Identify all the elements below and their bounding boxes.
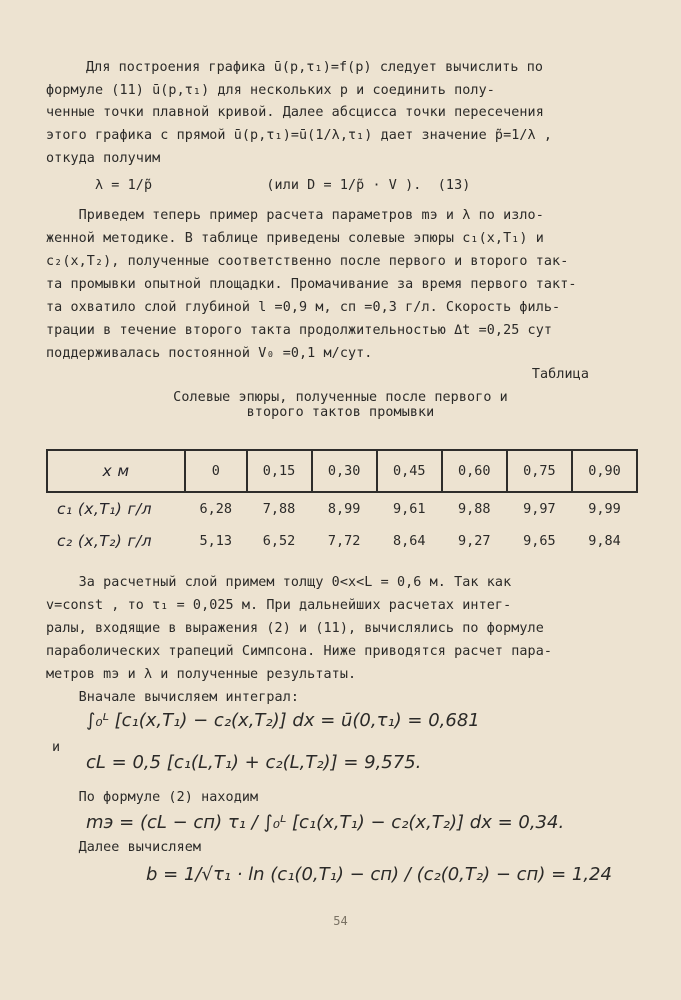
- table-cell: 6,28: [199, 501, 233, 517]
- header-x-value: 0,45: [377, 450, 442, 492]
- table-cell: 9,65: [523, 533, 556, 549]
- text-line: ралы, входящие в выражения (2) и (11), вычислялись по формуле: [46, 621, 544, 636]
- table-row: [47, 525, 637, 557]
- table-cell: 9,84: [588, 533, 621, 549]
- text-line: ченные точки плавной кривой. Далее абсцисса точки пересечения: [46, 105, 544, 120]
- page-number: 54: [333, 914, 348, 928]
- text-line: этого графика с прямой ū(p,τ₁)=ū(1/λ,τ₁) дает значение p̃=1/λ ,: [46, 128, 553, 143]
- row-label: c₂ (x,T₂) г/л: [57, 532, 152, 550]
- text-line: параболических трапеций Симпсона. Ниже приводятся расчет пара-: [46, 644, 553, 659]
- header-x-value: 0,90: [572, 450, 637, 492]
- text-line: За расчетный слой примем толщу 0<x<L = 0,6 м. Так как: [46, 575, 512, 590]
- table-caption: второго тактов промывки: [246, 405, 435, 420]
- table-cell: 9,27: [458, 533, 491, 549]
- table-cell: 7,88: [262, 501, 296, 517]
- table-cell: 8,64: [392, 533, 426, 549]
- text-line: женной методике. В таблице приведены солевые эпюры c₁(x,T₁) и: [46, 231, 544, 246]
- salt-profile-table: [46, 449, 638, 557]
- formula-me: mэ = (cL − cп) τ₁ / ∫₀ᴸ [c₁(x,T₁) − c₂(x,T₂)] dx = 0,34.: [86, 812, 565, 833]
- text-line: Вначале вычисляем интеграл:: [46, 690, 300, 705]
- text-line: та охватило слой глубиной l =0,9 м, cп =0,3 г/л. Скорость филь-: [46, 300, 561, 315]
- table-cell: 9,88: [458, 501, 491, 517]
- text-line: Для построения графика ū(p,τ₁)=f(p) следует вычислить по: [86, 60, 544, 75]
- formula-cl: cL = 0,5 [c₁(L,T₁) + c₂(L,T₂)] = 9,575.: [86, 752, 422, 773]
- text-line: По формуле (2) находим: [46, 790, 259, 805]
- table-caption: Солевые эпюры, полученные после первого и: [173, 390, 508, 405]
- text-line: формуле (11) ū(p,τ₁) для нескольких p и соединить полу-: [46, 83, 495, 98]
- header-x-value: 0,30: [312, 450, 377, 492]
- table-label: Таблица: [531, 367, 589, 382]
- table-cell: 9,99: [588, 501, 621, 517]
- header-x-value: 0,75: [507, 450, 572, 492]
- table-row: [47, 492, 637, 525]
- row-label: c₁ (x,T₁) г/л: [57, 500, 152, 518]
- text-line: v=const , то τ₁ = 0,025 м. При дальнейших расчетах интег-: [46, 598, 512, 613]
- text-line: та промывки опытной площадки. Промачивание за время первого такт-: [46, 277, 577, 292]
- table-cell: 5,13: [199, 533, 233, 549]
- table-cell: 8,99: [327, 501, 361, 517]
- table-cell: 9,97: [523, 501, 556, 517]
- text-line: трации в течение второго такта продолжительностью Δt =0,25 сут: [46, 323, 553, 338]
- text-line: c₂(x,T₂), полученные соответственно после первого и второго так-: [46, 254, 569, 269]
- table-cell: 9,61: [392, 501, 426, 517]
- equation-13: λ = 1/p̃ (или D = 1/p̃ · V ). (13): [46, 178, 471, 193]
- text-line: Далее вычисляем: [46, 840, 202, 855]
- header-x-value: 0: [185, 450, 247, 492]
- text-line: метров mэ и λ и полученные результаты.: [46, 667, 357, 682]
- formula-integral: ∫₀ᴸ [c₁(x,T₁) − c₂(x,T₂)] dx = ū(0,τ₁) = 0,681: [86, 710, 480, 731]
- text-line: Приведем теперь пример расчета параметров mэ и λ по изло-: [46, 208, 544, 223]
- conjunction: и: [52, 740, 61, 755]
- header-x-value: 0,60: [442, 450, 507, 492]
- text-line: откуда получим: [46, 151, 161, 166]
- formula-b: b = 1/√τ₁ · ln (c₁(0,T₁) − cп) / (c₂(0,T₂) − cп) = 1,24: [146, 864, 612, 885]
- table-cell: 7,72: [327, 533, 361, 549]
- table-cell: 6,52: [262, 533, 296, 549]
- text-line: поддерживалась постоянной V₀ =0,1 м/сут.: [46, 346, 373, 361]
- table-header-row: [47, 450, 637, 492]
- header-x-label: x м: [47, 450, 185, 492]
- header-x-value: 0,15: [247, 450, 312, 492]
